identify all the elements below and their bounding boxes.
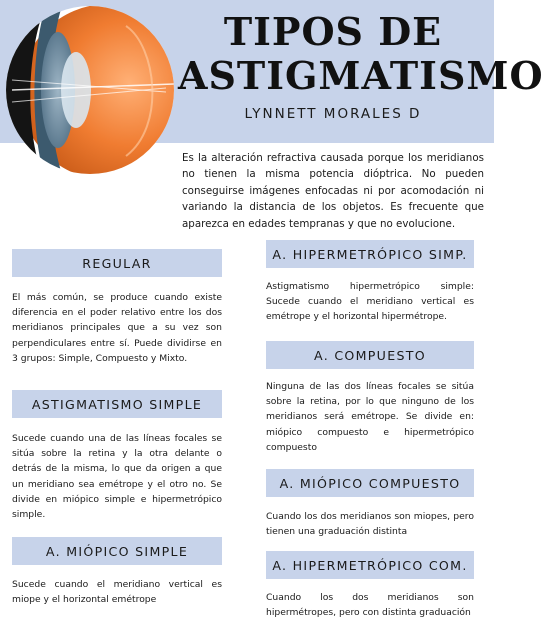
eye-illustration [6, 6, 174, 174]
intro-paragraph: Es la alteración refractiva causada porque los meridianos no tienen la misma potencia dióptrica. No pueden conseguirse imágenes enfocadas ni por acomodación ni variando la distancia de los objetos. Es frecuente que aparezca en edades tempranas y que no evolucione. [182, 152, 484, 230]
section-body-miopico-simple: Sucede cuando el meridiano vertical es miope y el horizontal emétrope [12, 579, 222, 606]
section-title-miopico-compuesto: A. MIÓPICO COMPUESTO [266, 469, 474, 497]
section-title-regular: REGULAR [12, 249, 222, 277]
title-line-2: ASTIGMATISMO [178, 53, 544, 98]
page-title [178, 9, 544, 98]
section-body-simple: Sucede cuando una de las líneas focales se sitúa sobre la retina y la otra delante o detrás de la misma, lo que da origen a que un meridiano sea emétrope y el otro no. Se divide en miópico simple e hipermetrópico simple. [12, 433, 222, 521]
section-body-miopico-compuesto: Cuando los dos meridianos son miopes, pero tienen una graduación distinta [266, 511, 474, 538]
section-body-compuesto: Ninguna de las dos líneas focales se sitúa sobre la retina, por lo que ninguno de los meridianos será emétrope. Se divide en: miópico compuesto e hipermetrópico compuesto [266, 381, 474, 453]
title-line-1: TIPOS DE [223, 9, 443, 54]
section-body-hiper-simple: Astigmatismo hipermetrópico simple: Sucede cuando el meridiano vertical es emétrope y el horizontal hipermétrope. [266, 281, 474, 323]
section-body-hiper-compuesto: Cuando los dos meridianos son hipermétropes, pero con distinta graduación [266, 592, 474, 619]
section-title-simple: ASTIGMATISMO SIMPLE [12, 390, 222, 418]
section-title-hiper-simple: A. HIPERMETRÓPICO SIMP. [266, 240, 474, 268]
author-name: LYNNETT MORALES D [244, 106, 422, 122]
section-title-hiper-compuesto: A. HIPERMETRÓPICO COM. [266, 551, 474, 579]
section-title-compuesto: A. COMPUESTO [266, 341, 474, 369]
section-body-regular: El más común, se produce cuando existe diferencia en el poder relativo entre los dos meridianos principales que a su vez son perpendiculares entre sí. Puede dividirse en 3 grupos: Simple, Compuesto y Mixto. [12, 292, 222, 364]
section-title-miopico-simple: A. MIÓPICO SIMPLE [12, 537, 222, 565]
